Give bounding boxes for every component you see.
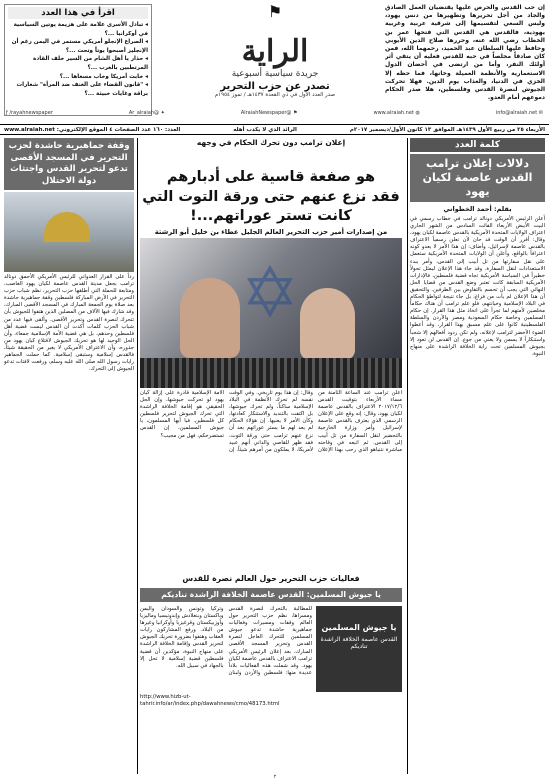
news-text: رداً على القرار العدواني للرئيس الأمريكي الأحمق دونالد ترامب بجعل مدينة القدس عاصمة لكيان يهود الغاصب، ومتابعة للحملة التي أطلقها حزب التحرير، نظم شباب حزب التحرير في الأرض المباركة فلسطين وقفة جماهيرية حاشدة بعد صلاة يوم الجمعة المبارك في المسجد الأقصى المبارك، وقد شارك فيها الآلاف من المصلين الذين هتفوا للجيوش بأن تتحرك لنصرة القدس وتحرير الأقصى. وألقى فيها عدد من شباب الحزب كلمات أكدت أن القدس ليست قضية أهل فلسطين وحدهم، بل هي قضية الأمة الإسلامية جمعاء، وأن الحل الوحيد لها هو تحريك الجيوش لاقتلاع كيان يهود من جذوره، وأن الاعتراف الأمريكي لا يغير من الحقيقة شيئاً، فالقدس إسلامية وستبقى إسلامية. كما حملت الجماهير رايات رسول الله صلى الله عليه وسلم، ورفعت لافتات تدعو الجيوش إلى التحرك.: [4, 274, 134, 373]
first-issue-line: صدر العدد الأول في ذي القعدة ١٤٣٧هـ / تموز ١٩٥٤م: [214, 92, 336, 98]
logo-title: الراية: [241, 34, 309, 69]
facebook-link[interactable]: ƒ /rayahnewspaper: [6, 110, 53, 116]
facebook-icon: ƒ: [6, 110, 10, 116]
crowd-image: [140, 358, 402, 388]
sub-article-banner: [316, 606, 402, 692]
main-byline: من إصدارات أمير حزب التحرير العالم الجليل عطاء بن خليل أبو الرشتة: [154, 228, 388, 236]
main-headline-3[interactable]: كانت تستر عوراتهم...!: [190, 208, 352, 224]
portrait-right: [300, 288, 355, 360]
sub-article-link[interactable]: [140, 694, 402, 774]
section-header: كلمة العدد: [410, 138, 545, 152]
al-aqsa-photo: [4, 192, 134, 272]
main-headline-2[interactable]: فقد نزع عنهم حتى ورقة التوت التي: [142, 189, 400, 205]
in-this-issue-list: [8, 21, 148, 98]
social-bar: [0, 110, 549, 122]
issue-item[interactable]: ◂ تبادل الأسرى علامة على هزيمة يوتين السياسية في أوكرانيا ...؟: [8, 21, 148, 38]
banner-main-text: يا جيوش المسلمين: [321, 623, 397, 632]
mail-icon: ✉: [537, 110, 543, 116]
issue-item[interactable]: ◂ خابت أمريكا وخاب مسعاها ...؟: [8, 73, 148, 82]
sub-article-title[interactable]: يا جيوش المسلمين: القدس عاصمة الخلافة الراشدة تناديكم: [140, 588, 402, 602]
in-this-issue-title: اقرأ في هذا العدد: [8, 7, 148, 19]
source-link[interactable]: http://www.hizb-ut-tahrir.info/ar/index.php/dawahnews/cmo/48173.html: [140, 694, 280, 708]
twitter-link[interactable]: ✦ @Ar_alraiah: [128, 110, 165, 116]
twitter-icon: ✦: [159, 110, 165, 116]
news-column: [4, 138, 134, 774]
globe-icon: ◍: [413, 110, 420, 116]
flag-small-icon: ⚑: [291, 110, 298, 116]
rayah-link[interactable]: ⚑ @AlraiahNewspaper: [240, 110, 298, 116]
editorial-title[interactable]: دلالات إعلان ترامب القدس عاصمة لكيان يهود: [410, 154, 545, 202]
issue-number: العدد: ١٦٠ عدد الصفحات ٤ الموقع الإلكتروني: www.alraiah.net: [4, 126, 181, 133]
flag-icon: ⚑: [267, 2, 283, 21]
info-bar: [0, 124, 549, 135]
website-link[interactable]: ◍ www.alraiah.net: [373, 110, 420, 116]
issue-item[interactable]: ◂ "قانون القضاء على العنف ضد المرأة" شعارات براقة وغايات خبيثة ...؟: [8, 81, 148, 98]
column-divider: [407, 138, 408, 774]
banner-sub-text: القدس عاصمة الخلافة الراشدة تناديكم: [320, 636, 398, 650]
in-this-issue-box: [4, 4, 152, 116]
email-link[interactable]: ✉ info@alraiah.net: [495, 110, 543, 116]
main-article-text: أعلن ترامب عند الساعة الثامنة من مساء الأربعاء بتوقيت القدس ٢٠١٧/١٢/٦ الاعتراف بالقدس عاصمة لكيان يهود، وقال: إنه وقع على الإعلان الرسمي الذي يعترف بالقدس عاصمة لإسرائيل وأمر وزارة الخارجية بالتحضير لنقل السفارة من تل أبيب إلى القدس. ثم اتبعه في وقاحته مباشرة نتنياهو الذي رحب بهذا الإعلان وقال: إن هذا يوم تاريخي. وفي الوقت نفسه لم تحرك الأنظمة في البلاد الإسلامية ساكناً، ولم تحرك جيوشها، بل اكتفت بالتنديد والاستنكار كعادتها، وكأن الأمر لا يعنيها. إن هؤلاء الحكام لم يعد لهم ما يستر عوراتهم بعد أن نزع عنهم ترامب حتى ورقة التوت، فقد ظهر للقاصي والداني أنهم عبيد لأمريكا، لا يملكون من أمرهم شيئاً. إن الأمة الإسلامية قادرة على إزالة كيان يهود لو تحركت جيوشها، وإن الحل الحقيقي هو إقامة الخلافة الراشدة التي تحرك الجيوش لتحرير فلسطين كل فلسطين. فيا أيها المسلمون، يا جيوش المسلمين، إن القدس تستصرخكم، فهل من مجيب؟: [140, 390, 402, 453]
sub-article-text: للمطالبة بالتحرك لنصرة القدس ومسراها، نظم حزب التحرير حول العالم وقفات ومسيرات وفعاليات جماهيرية حاشدة تدعو جيوش المسلمين للتحرك العاجل لنصرة القدس وتحرير المسجد الأقصى المبارك، بعد إعلان الرئيس الأمريكي ترامب الاعتراف بالقدس عاصمة لكيان يهود. وقد شملت هذه الفعاليات بلاداً عديدة منها: فلسطين والأردن ولبنان وتركيا وتونس والسودان واليمن وباكستان وبنغلادش وإندونيسيا وماليزيا وأوزبيكستان وقرغيزيا وأوكرانيا وغيرها من البلاد. ورفع المشاركون رايات العقاب وهتفوا بضرورة تحريك الجيوش لتحرير القدس وإقامة الخلافة الراشدة على منهاج النبوة، مؤكدين أن قضية فلسطين قضية إسلامية لا تحل إلا بالجهاد في سبيل الله.: [140, 606, 312, 676]
editorial-quote: إن حب القدس والحرص عليها يقتضيان العمل الصادق والجاد من أجل تحريرها وتطهيرها من دنس يهود، وليس السعي لتقسيمها إلى شرقية عربية وغربية يهودية، فالقدس هي القدس التي فتحها عمر بن الخطاب رضي الله عنه، وحررها صلاح الدين الأيوبي وحافظ عليها السلطان عبد الحميد، رحمهما الله، فمن كان صادقاً مخلصاً في حبه للقدس فعليه أن يتقي أثر أولئك النفر، وأما من ارتضى في أحضان الدول الاستعمارية والأنظمة العميلة وخانها، فما حظه إلا الخزي في الدنيا، والعذاب يوم الدين. فهلا تحركت الجيوش لنصرة القدس وفلسطين، هلا صدر الحكام دموعهم أمام العدو.: [385, 4, 545, 102]
main-headline-top[interactable]: إعلان ترامب دون تحرك الحكام في وجهه: [196, 138, 346, 147]
logo-publisher: تصدر عن حزب التحرير: [220, 81, 330, 92]
news-title[interactable]: وقفة جماهيرية حاشدة لحزب التحرير في المسجد الأقصى تدعو لتحرير القدس واجتثاث دولة الاحتلال: [4, 138, 134, 190]
sub-article-kicker[interactable]: فعاليات حزب التحرير حول العالم نصرة للقدس: [182, 574, 360, 583]
slogan: الرائد الذي لا يكذب أهله: [233, 126, 297, 133]
logo-subtitle: جريدة سياسية أسبوعية: [231, 69, 319, 79]
masthead: [0, 0, 549, 118]
issue-item[interactable]: ◂ الصراع الإنجلو أمريكي مستمر في اليمن رغم أن الإنجليز أصبحوا يوتاً وتحت ...؟: [8, 38, 148, 55]
editorial-text: أعلن الرئيس الأمريكي دونالد ترامب في خطاب رسمي في البيت الأبيض الأربعاء الفائت السادس من الشهر الجاري اعتراف الولايات المتحدة الأمريكية بالقدس عاصمة لكيان يهود، وقال: أقرر أن الوقت قد حان لأن نعلن رسمياً الاعتراف بالقدس عاصمة لإسرائيل، وأضاف: إن هذا الأمر لا يعدو كونه اعترافاً بالواقع، وأعلن أن الولايات المتحدة الأمريكية ستعمل على نقل سفارتها من تل أبيب إلى القدس، وأمر ببدء الاستعدادات لنقل السفارة. وقد جاء هذا الإعلان ليمثل تحولاً خطيراً في السياسة الأمريكية تجاه قضية فلسطين، فالإدارات الأمريكية السابقة كانت تعتبر وضع القدس من قضايا الحل النهائي التي يجب أن تحسم بالتفاوض بين الطرفين. والتحقيق أن هذا الإعلان لم يأت من فراغ، بل جاء نتيجة لتواطؤ الحكام في البلاد الإسلامية وخيانتهم، فلو علم ترامب أن هناك حكاماً مخلصين لأمتهم لما تجرأ على اتخاذ مثل هذا القرار. إن حكام المسلمين وخاصة حكام السعودية ومصر والأردن والسلطة الفلسطينية كانوا على علم مسبق بهذا القرار، وقد أعطوا الضوء الأخضر لترامب لإعلانه، ولم تكن ردود أفعالهم إلا شجباً واستنكاراً لا يسمن ولا يغني من جوع. إن القدس لن تعود إلا بجيوش المسلمين تحت راية الخلافة الراشدة على منهاج النبوة.: [410, 216, 545, 357]
main-photo: [140, 238, 402, 388]
page-number: ٢: [273, 774, 277, 780]
newspaper-logo: [180, 4, 370, 90]
issue-date: الأربعاء ٢٥ من ربيع الأول ١٤٣٩هـ الموافق ١٣ كانون الأول/ديسمبر ٢٠١٧م: [349, 126, 545, 133]
editorial-author: بقلم: أحمد الخطواني: [443, 205, 512, 213]
dome-of-rock-icon: [44, 212, 90, 242]
editorial-column: [410, 154, 545, 774]
column-divider: [137, 138, 138, 774]
portrait-left: [180, 278, 240, 358]
star-of-david-icon: ✡: [240, 252, 300, 334]
issue-item[interactable]: ◂ حذار يا أهل الشام من السير خلف القادة المرتطبين بالغرب ...؟: [8, 55, 148, 72]
main-headline-1[interactable]: هو صفعة قاسية على أدبارهم: [166, 169, 376, 185]
